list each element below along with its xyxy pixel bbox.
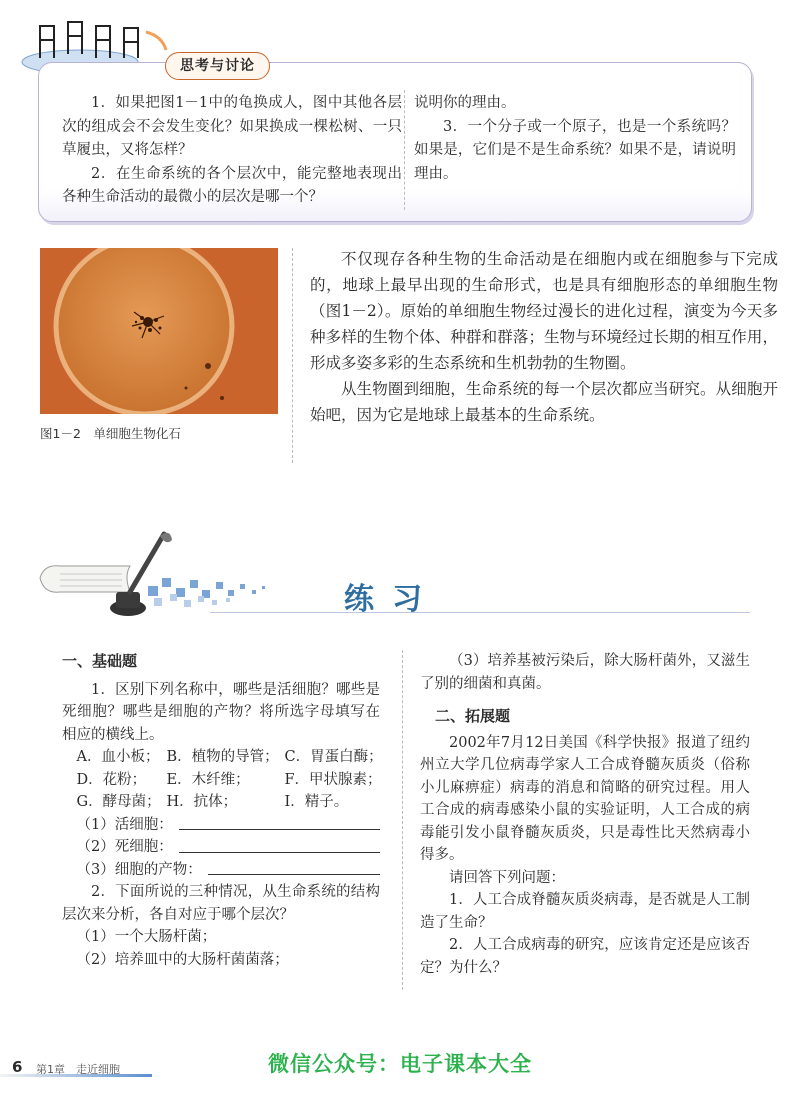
figure-caption: 图1－2 单细胞生物化石	[40, 426, 181, 441]
page-number: 6	[12, 1058, 23, 1076]
options-row	[77, 791, 381, 814]
exercise-title-rule	[210, 612, 750, 613]
blank-live-cells	[62, 814, 380, 837]
chapter-label: 第1章 走近细胞	[36, 1063, 120, 1076]
extend-prompt: 请回答下列问题：	[449, 869, 565, 886]
extend-question: 1．人工合成脊髓灰质炎病毒，是否就是人工制造了生命？	[420, 892, 750, 931]
blank-label: （1）活细胞：	[76, 816, 173, 833]
question-2-item: （3）培养基被污染后，除大肠杆菌外，又滋生了别的细菌和真菌。	[420, 653, 750, 692]
answer-line[interactable]	[208, 873, 380, 875]
extend-question: 2．人工合成病毒的研究，应该肯定还是应该否定？为什么？	[420, 937, 750, 976]
discussion-right-column	[414, 92, 736, 186]
blank-label: （3）细胞的产物：	[76, 861, 202, 878]
question-2: 2．下面所说的三种情况，从生命系统的结构层次来分析，各自对应于哪个层次？	[62, 884, 380, 923]
column-divider	[402, 650, 403, 990]
option: A．血小板；	[76, 749, 160, 765]
answer-line[interactable]	[179, 851, 380, 853]
option: D．花粉；	[76, 771, 147, 788]
option: B．植物的导管；	[166, 749, 279, 765]
options-row	[77, 769, 381, 792]
option: H．抗体；	[166, 794, 238, 810]
option: C．胃蛋白酶；	[284, 749, 383, 765]
fossil-image	[40, 248, 278, 414]
body-paragraph: 不仅现存各种生物的生命活动是在细胞内或在细胞参与下完成的，地球上最早出现的生命形式，也是具有细胞形态的单细胞生物（图1－2）。原始的单细胞生物经过漫长的进化过程，演变为今天多种多样的生物个体、种群和群落；生物与环境经过长期的相互作用，形成多姿多彩的生态系统和生机勃勃的生物圈。	[310, 250, 778, 372]
column-divider	[404, 90, 405, 210]
discussion-question-2: 2．在生命系统的各个层次中，能完整地表现出各种生命活动的最微小的层次是哪一个？	[62, 165, 402, 205]
discussion-question-3: 3．一个分子或一个原子，也是一个系统吗？如果是，它们是不是生命系统？如果不是，请说明理由。	[414, 118, 736, 182]
extend-paragraph: 2002年7月12日美国《科学快报》报道了纽约州立大学几位病毒学家人工合成脊髓灰质炎（俗称小儿麻痹症）病毒的消息和简略的研究过程。用人工合成的病毒感染小鼠的实验证明，人工合成的病毒能引发小鼠脊髓灰质炎，只是毒性比天然病毒小得多。	[420, 734, 750, 863]
option: F．甲状腺素；	[284, 771, 382, 788]
option: G．酵母菌；	[76, 794, 161, 810]
body-paragraph: 从生物圈到细胞，生命系统的每一个层次都应当研究。从细胞开始吧，因为它是地球上最基本的生命系统。	[310, 380, 778, 424]
option: E．木纤维；	[166, 771, 250, 788]
extend-heading: 二、拓展题	[435, 707, 511, 725]
exercise-title: 练习	[344, 582, 440, 617]
exercise-left-column	[62, 650, 383, 971]
blank-cell-products	[62, 859, 380, 882]
scroll-and-quill-illustration-icon	[30, 530, 290, 620]
options-grid	[62, 746, 383, 814]
discussion-left-column	[62, 92, 402, 210]
discussion-question-1: 1．如果把图1－1中的龟换成人，图中其他各层次的组成会不会发生变化？如果换成一棵松树、一只草履虫，又将怎样？	[62, 95, 402, 158]
discussion-title: 思考与讨论	[165, 52, 270, 80]
column-divider	[292, 248, 293, 463]
question-2-item: （2）培养皿中的大肠杆菌菌落；	[76, 951, 289, 968]
body-text	[310, 246, 778, 428]
option: I．精子。	[284, 794, 349, 810]
discussion-continuation: 说明你的理由。	[414, 95, 516, 111]
blank-dead-cells	[62, 836, 380, 859]
answer-line[interactable]	[179, 828, 380, 830]
basic-heading: 一、基础题	[62, 652, 138, 670]
options-row	[77, 746, 381, 769]
blank-label: （2）死细胞：	[76, 839, 173, 855]
exercise-right-column	[420, 650, 750, 979]
question-1: 1．区别下列名称中，哪些是活细胞？哪些是死细胞？哪些是细胞的产物？将所选字母填写在相应的横线上。	[62, 681, 380, 743]
watermark: 微信公众号：电子课本大全	[268, 1052, 532, 1076]
question-2-item: （1）一个大肠杆菌；	[76, 929, 217, 945]
